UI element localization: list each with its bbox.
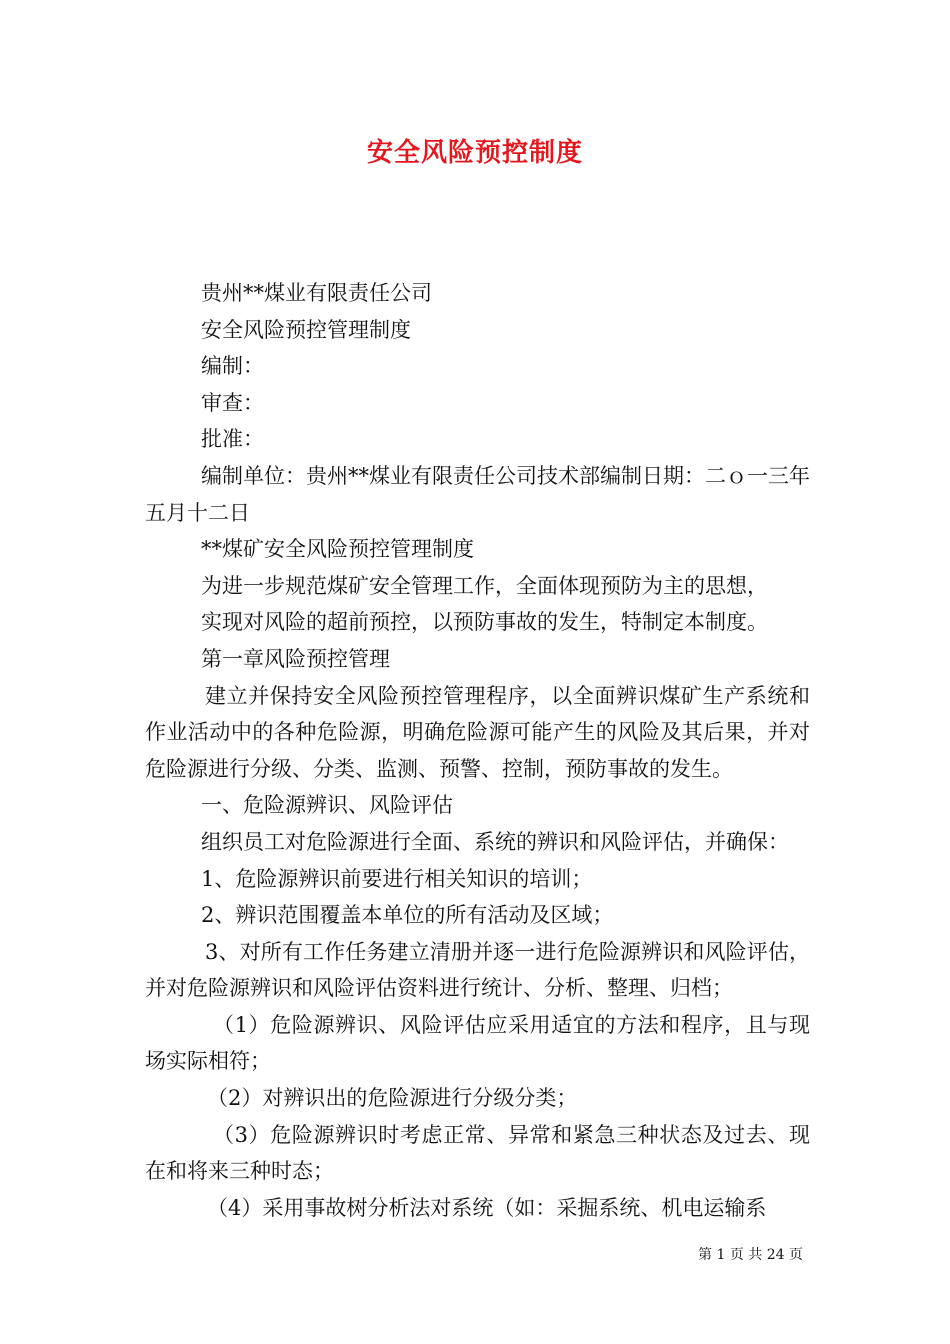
paragraph: 建立并保持安全风险预控管理程序，以全面辨识煤矿生产系统和作业活动中的各种危险源，明确危险源可能产生的风险及其后果，并对危险源进行分级、分类、监测、预警、控制，预防事故的发生。 [145,683,810,781]
document-body [145,275,810,1226]
paragraph: 为进一步规范煤矿安全管理工作，全面体现预防为主的思想， [201,573,768,598]
paragraph: 组织员工对危险源进行全面、系统的辨识和风险评估，并确保： [201,829,789,854]
page-number-footer: 第 1 页 共 24 页 [698,1247,803,1263]
list-item: （2）对辨识出的危险源进行分级分类； [207,1086,578,1111]
paragraph: 安全风险预控管理制度 [201,317,411,342]
paragraph: 贵州**煤业有限责任公司 [201,281,432,305]
list-item: （3）危险源辨识时考虑正常、异常和紧急三种状态及过去、现在和将来三种时态； [145,1122,810,1184]
list-item: 1、危险源辨识前要进行相关知识的培训； [201,866,593,891]
paragraph: 批准： [201,427,264,452]
chapter-heading: 第一章风险预控管理 [201,646,390,671]
paragraph: 审查： [201,390,264,415]
list-item: （4）采用事故树分析法对系统（如：采掘系统、机电运输系 [207,1195,767,1220]
list-item: （1）危险源辨识、风险评估应采用适宜的方法和程序，且与现场实际相符； [145,1012,810,1074]
section-heading: 一、危险源辨识、风险评估 [201,793,453,818]
list-item: 3、对所有工作任务建立清册并逐一进行危险源辨识和风险评估，并对危险源辨识和风险评估资料进行统计、分析、整理、归档； [145,939,810,1001]
list-item: 2、辨识范围覆盖本单位的所有活动及区域； [201,903,614,928]
paragraph: 编制单位：贵州**煤业有限责任公司技术部编制日期：二ｏ一三年五月十二日 [145,463,810,525]
paragraph: 实现对风险的超前预控，以预防事故的发生，特制定本制度。 [201,610,768,635]
document-title: 安全风险预控制度 [366,138,583,168]
paragraph: 编制： [201,354,264,379]
paragraph: **煤矿安全风险预控管理制度 [201,537,474,562]
